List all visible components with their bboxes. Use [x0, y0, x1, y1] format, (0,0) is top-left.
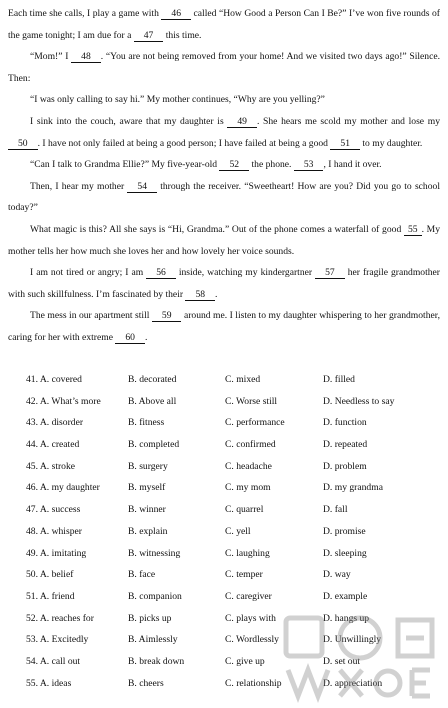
- option-row: [26, 477, 440, 499]
- option-row: [26, 586, 440, 608]
- option-d: D. my grandma: [323, 482, 383, 494]
- option-a: 51. A. friend: [26, 590, 75, 602]
- option-c: C. headache: [225, 460, 272, 472]
- option-row: [26, 651, 440, 673]
- option-d: D. set out: [323, 655, 361, 667]
- option-c: C. Worse still: [225, 395, 278, 407]
- option-row: [26, 434, 440, 456]
- option-a: 41. A. covered: [26, 374, 82, 385]
- paragraph-2: “Mom!” I 48 . “You are not being removed from your home! And we visited two days ago!” Silence. Then:: [8, 51, 440, 84]
- blank-48: 48: [71, 51, 101, 63]
- option-b: B. fitness: [128, 417, 165, 429]
- option-a: 55. A. ideas: [26, 677, 72, 689]
- option-b: B. decorated: [128, 374, 177, 385]
- option-b: B. picks up: [128, 612, 172, 624]
- option-d: D. sleeping: [323, 547, 367, 559]
- option-b: B. Aimlessly: [128, 634, 178, 646]
- option-b: B. cheers: [128, 677, 164, 689]
- option-a: 45. A. stroke: [26, 460, 76, 472]
- blank-60: 60: [115, 332, 145, 344]
- option-a: 43. A. disorder: [26, 417, 84, 429]
- option-b: B. surgery: [128, 460, 168, 472]
- option-b: B. winner: [128, 504, 166, 516]
- option-b: B. witnessing: [128, 547, 181, 559]
- paragraph-8: I am not tired or angry; I am 56 inside, watching my kindergartner 57 her fragile grandmother with such skillfulness. I’m fascinated by their 58 .: [8, 267, 441, 300]
- option-c: C. yell: [225, 525, 251, 537]
- blank-53: 53: [294, 159, 324, 171]
- option-c: C. laughing: [225, 547, 270, 559]
- option-d: D. appreciation: [323, 677, 383, 689]
- option-a: 50. A. belief: [26, 569, 74, 581]
- option-d: D. repeated: [323, 439, 368, 451]
- option-c: C. give up: [225, 655, 265, 667]
- paragraph-9: The mess in our apartment still 59 around me. I listen to my daughter whispering to her grandmother, caring for her with extreme 60 .: [8, 310, 440, 343]
- blank-58: 58: [185, 289, 215, 301]
- option-b: B. Above all: [128, 395, 177, 407]
- option-row: [26, 391, 440, 413]
- paragraph-4: I sink into the couch, aware that my daughter is 49 . She hears me scold my mother and lose my 50 . I have not only failed at being a good person; I have failed at being a good 51 to my daughter.: [8, 111, 440, 154]
- option-row: [26, 673, 440, 695]
- option-row: [26, 369, 440, 391]
- paragraph-1: Each time she calls, I play a game with 46 called “How Good a Person Can I Be?” I’ve won five rounds of the game tonight; I am due for a 47 this time.: [8, 8, 441, 41]
- paragraph-3: “I was only calling to say hi.” My mother continues, “Why are you yelling?”: [30, 94, 325, 106]
- option-a: 46. A. my daughter: [26, 482, 100, 494]
- option-b: B. myself: [128, 482, 166, 494]
- cloze-passage: [8, 3, 440, 349]
- option-row: [26, 456, 440, 478]
- option-d: D. Needless to say: [323, 395, 395, 407]
- blank-52: 52: [219, 159, 249, 171]
- option-row: [26, 629, 440, 651]
- blank-47: 47: [134, 30, 164, 42]
- option-d: D. fall: [323, 504, 348, 516]
- option-a: 53. A. Excitedly: [26, 634, 89, 646]
- option-d: D. Unwillingly: [323, 634, 382, 646]
- answer-options: [26, 369, 440, 694]
- option-c: C. confirmed: [225, 439, 276, 451]
- option-c: C. performance: [225, 417, 285, 429]
- option-row: [26, 521, 440, 543]
- option-d: D. filled: [323, 374, 355, 385]
- blank-50: 50: [8, 138, 38, 150]
- paragraph-7: What magic is this? All she says is “Hi, Grandma.” Out of the phone comes a waterfall of good 55 . My mother tells her how much she loves her and how lovely her voice sounds.: [8, 223, 441, 257]
- blank-56: 56: [146, 267, 176, 279]
- blank-59: 59: [152, 310, 182, 322]
- blank-49: 49: [227, 116, 257, 128]
- option-c: C. my mom: [225, 482, 271, 494]
- option-b: B. companion: [128, 590, 182, 602]
- option-b: B. face: [128, 569, 156, 581]
- blank-57: 57: [315, 267, 345, 279]
- option-a: 42. A. What’s more: [26, 395, 101, 407]
- option-c: C. caregiver: [225, 590, 272, 602]
- option-c: C. mixed: [225, 374, 261, 385]
- option-b: B. completed: [128, 439, 180, 451]
- paragraph-5: “Can I talk to Grandma Ellie?” My five-year-old 52 the phone. 53 , I hand it over.: [30, 159, 382, 171]
- option-c: C. plays with: [225, 612, 276, 624]
- option-b: B. explain: [128, 525, 168, 537]
- option-row: [26, 564, 440, 586]
- blank-54: 54: [127, 181, 157, 193]
- blank-55: 55: [404, 224, 422, 236]
- option-d: D. promise: [323, 525, 366, 537]
- option-row: [26, 412, 440, 434]
- option-d: D. way: [323, 569, 351, 581]
- option-a: 52. A. reaches for: [26, 612, 94, 624]
- option-c: C. temper: [225, 569, 263, 581]
- option-d: D. hangs up: [323, 612, 370, 624]
- option-c: C. relationship: [225, 677, 282, 689]
- option-a: 49. A. imitating: [26, 547, 87, 559]
- option-a: 48. A. whisper: [26, 525, 82, 537]
- option-row: [26, 499, 440, 521]
- option-b: B. break down: [128, 655, 185, 667]
- option-row: [26, 543, 440, 565]
- option-a: 54. A. call out: [26, 655, 81, 667]
- option-d: D. problem: [323, 460, 367, 472]
- option-d: D. function: [323, 417, 367, 429]
- blank-46: 46: [161, 8, 191, 20]
- option-c: C. quarrel: [225, 504, 264, 516]
- option-d: D. example: [323, 590, 368, 602]
- option-a: 44. A. created: [26, 439, 80, 451]
- blank-51: 51: [330, 138, 360, 150]
- option-a: 47. A. success: [26, 504, 81, 516]
- option-row: [26, 608, 440, 630]
- paragraph-6: Then, I hear my mother 54 through the receiver. “Sweetheart! How are you? Did you go to school today?”: [8, 180, 440, 214]
- option-c: C. Wordlessly: [225, 634, 279, 646]
